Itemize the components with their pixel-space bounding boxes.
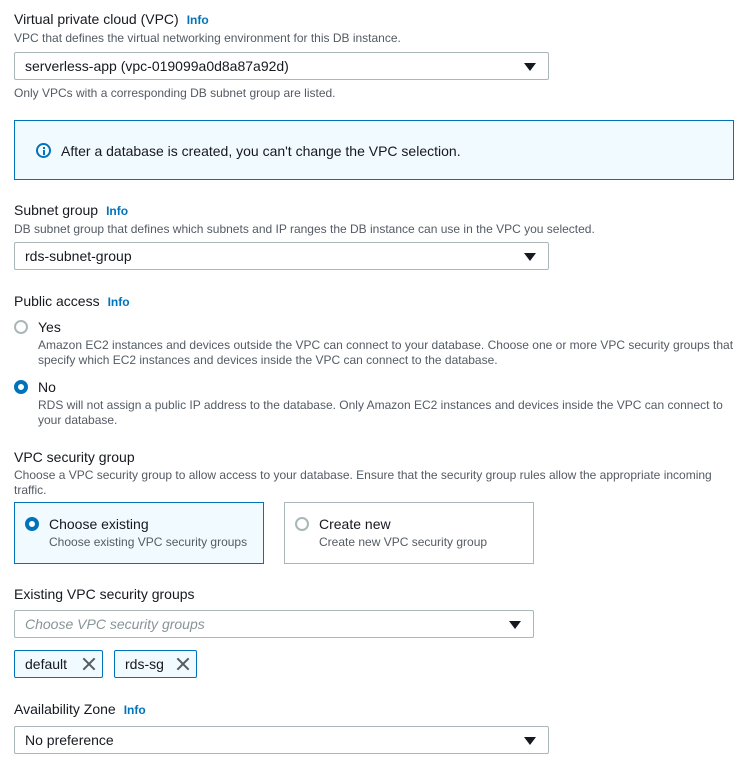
vpc-label-text: Virtual private cloud (VPC) [14, 11, 179, 27]
vpc-hint: Only VPCs with a corresponding DB subnet group are listed. [14, 86, 336, 100]
security-group-description: Choose a VPC security group to allow access to your database. Ensure that the security group rules allow the appropriate incoming traffic. [14, 468, 712, 497]
caret-down-icon [524, 737, 536, 745]
choose-existing-subtitle: Choose existing VPC security groups [49, 535, 248, 549]
create-new-title: Create new [319, 516, 391, 532]
subnet-label [14, 202, 128, 218]
close-icon[interactable] [82, 657, 96, 671]
token-rds-sg [114, 650, 197, 678]
availability-zone-label [14, 701, 146, 717]
existing-groups-placeholder: Choose VPC security groups [25, 616, 205, 632]
existing-groups-select[interactable] [14, 610, 534, 638]
choose-existing-radio[interactable] [25, 517, 39, 531]
caret-down-icon [524, 253, 536, 261]
availability-zone-select[interactable] [14, 726, 549, 754]
public-access-info-link[interactable]: Info [107, 295, 130, 309]
subnet-label-text: Subnet group [14, 202, 99, 218]
public-access-yes-label[interactable]: Yes [38, 319, 61, 335]
caret-down-icon [509, 621, 521, 629]
vpc-alert [14, 120, 734, 180]
caret-down-icon [524, 63, 536, 71]
subnet-info-link[interactable]: Info [106, 204, 129, 218]
vpc-description: VPC that defines the virtual networking environment for this DB instance. [14, 31, 401, 45]
subnet-select[interactable] [14, 242, 549, 270]
vpc-select-value: serverless-app (vpc-019099a0d8a87a92d) [25, 58, 289, 74]
vpc-select[interactable] [14, 52, 549, 80]
create-new-radio[interactable] [295, 517, 309, 531]
choose-existing-card[interactable] [14, 502, 264, 564]
public-access-yes-description: Amazon EC2 instances and devices outside the VPC can connect to your database. Choose one or more VPC security groups that specify which EC2 instances and devices inside the VPC can connect to the database. [38, 338, 734, 367]
token-default-label: default [25, 656, 68, 672]
create-new-card[interactable] [284, 502, 534, 564]
subnet-description: DB subnet group that defines which subnets and IP ranges the DB instance can use in the VPC you selected. [14, 222, 595, 236]
vpc-info-link[interactable]: Info [186, 13, 209, 27]
public-access-no-radio[interactable] [14, 380, 28, 394]
public-access-no-description: RDS will not assign a public IP address to the database. Only Amazon EC2 instances and devices inside the VPC can connect to your database. [38, 398, 723, 427]
existing-groups-label: Existing VPC security groups [14, 586, 195, 602]
subnet-select-value: rds-subnet-group [25, 248, 132, 264]
public-access-label [14, 293, 130, 309]
close-icon[interactable] [176, 657, 190, 671]
public-access-no-label[interactable]: No [38, 379, 56, 395]
public-access-label-text: Public access [14, 293, 100, 309]
availability-zone-label-text: Availability Zone [14, 701, 116, 717]
choose-existing-title: Choose existing [49, 516, 149, 532]
vpc-label [14, 11, 209, 27]
security-group-label: VPC security group [14, 449, 135, 465]
vpc-alert-text: After a database is created, you can't change the VPC selection. [61, 143, 461, 159]
info-circle-icon [36, 143, 51, 158]
public-access-yes-radio[interactable] [14, 320, 28, 334]
availability-zone-value: No preference [25, 732, 114, 748]
token-default [14, 650, 103, 678]
availability-zone-info-link[interactable]: Info [123, 703, 146, 717]
token-rds-sg-label: rds-sg [125, 656, 164, 672]
create-new-subtitle: Create new VPC security group [319, 535, 488, 549]
